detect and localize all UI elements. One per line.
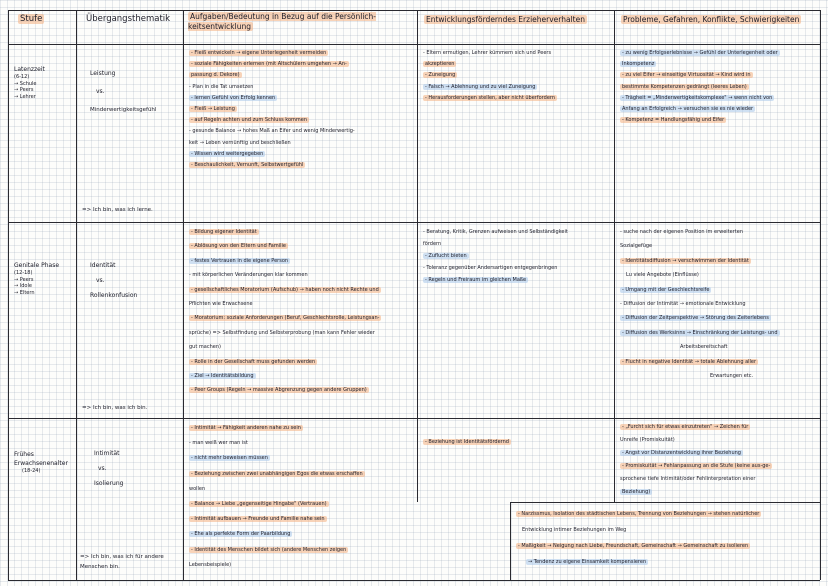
list-item: - Bildung eigener Identität [191,229,257,235]
row-2-rule [8,418,820,419]
list-item: - mit körperlichen Veränderungen klar kommen [189,272,308,279]
header-rule [8,44,820,45]
list-item: Lu viele Angebote (Einflüsse) [626,272,699,279]
list-item: - auf Regeln achten und zum Schluss kommen [191,117,308,124]
stage-age: (18-24) [22,468,41,474]
list-item: - Ehe als perfekte Form der Paarbildung [191,531,291,538]
merged-cell-rule [510,502,820,503]
list-item: - Moratorium: soziale Anforderungen (Beruf, Geschlechtsrolle, Leistungsan- [191,315,380,322]
list-item: bestimmte Kompetenzen gedrängt (leeres Leben) [622,83,747,90]
list-item: Anfang an Erfolgreich → versuchen sie es nie wieder [622,106,754,113]
row-3-probleme [620,421,772,499]
list-item: - suche nach der eigenen Position im erweiterten [620,229,743,235]
list-item: - gesunde Balance → hohes Maß an Eifer und wenig Minderwertig- [189,128,355,135]
list-item: - Beziehung zwischen zwei unabhängigen Egos die etwas erschaffen [191,470,363,477]
row-1-stage [14,66,45,100]
list-item: - man weiß wer man ist [189,440,248,447]
list-item: - gesellschaftliches Moratorium (Aufschub) → haben noch nicht Rechte und [191,286,379,293]
list-item: - Beschaulichkeit, Vernunft, Selbstwertgefühl [191,162,304,169]
row-3-theme-end: => Ich bin, was ich für andere Menschen bin. [80,554,164,570]
table-left-border [8,10,9,580]
list-item: - Peer Groups (Regeln → massive Abgrenzung gegen andere Gruppen) [191,387,367,394]
row-3-theme [94,450,123,488]
stage-name: Latenzzeit [14,66,45,73]
list-item: → Tendenz zu eigene Einsamkeit kompensieren [528,559,647,565]
stage-bullet: → Idole [14,283,32,289]
header-stufe: Stufe [20,14,43,24]
list-item: - Maßigkeit → Neigung nach Liebe, Freundschaft, Gemeinschaft → Gemeinschaft zu isolieren [518,543,749,549]
list-item: - Plan in die Tat umsetzen [189,83,254,90]
list-item: - Umgang mit der Geschlechtsreife [622,286,710,293]
list-item: - Toleranz gegenüber Andersartigen entgegenbringen [423,265,558,271]
row-2-theme-end: => Ich bin, was ich bin. [82,405,148,411]
row-2-entwicklung [423,226,568,286]
row-3-stage [14,450,74,475]
list-item: - soziale Fähigkeiten erlernen (mit Altschülern umgehen → An- [191,61,347,68]
list-item: - Wissen wird weitergegeben [191,150,264,157]
list-item: - zu viel Eifer → einseitige Virtuosität → Kind wird in [622,72,751,79]
list-item: - Fleiß entwickeln → eigene Unterlegenheit vermeiden [191,50,327,56]
list-item: Entwicklung intimer Beziehungen im Weg [522,527,627,533]
col-divider-3 [417,10,418,502]
row-1-theme-end: => Ich bin, was ich lerne. [82,207,153,213]
list-item: - lernen Gefühl von Erfolg kennen [191,94,276,101]
list-item: Inkompetenz [622,61,655,68]
list-item: - Eltern ermutigen, Lehrer kümmern sich und Peers [423,50,552,56]
list-item: - nicht mehr beweisen müssen [191,455,268,462]
list-item: - Diffusion der Intimität → emotionale Entwicklung [620,301,746,308]
list-item: Lebensbeispiele) [189,561,232,568]
list-item: - Fleiß → Leistung [191,106,235,113]
list-item: akzeptieren [425,61,455,68]
theme-vs: vs. [98,465,107,472]
header-entwicklung: Entwicklungsförderndes Erzieherverhalten [426,15,585,24]
list-item: - Rolle in der Gesellschaft muss gefunden werden [191,358,316,365]
row-1-rule [8,222,820,223]
list-item: - zu wenig Erfolgserlebnisse → Gefühl der Unterlegenheit oder [622,50,778,56]
theme-bottom: Isolierung [94,480,124,487]
list-item: - Narzissmus, Isolation des städtischen Lebens, Trennung von Beziehungen → stehen natürlicher [518,511,760,517]
row-3-entwicklung [423,437,511,448]
row-3-aufgaben [189,421,365,573]
stage-bullet: → Eltern [14,289,35,296]
stage-age: (6-12) [14,74,30,80]
table-top-rule [8,10,820,11]
list-item: Erwartungen etc. [710,373,754,380]
stage-bullet: → Peers [14,87,34,93]
list-item: - Ablösung von den Eltern und Familie [191,243,286,250]
list-item: Pflichten wie Erwachsene [189,301,253,308]
list-item: - Identität des Menschen bildet sich (andere Menschen zeigen [191,546,347,553]
list-item: - Diffusion des Werksinns → Einschränkung der Leistungs- und [622,329,778,336]
list-item: - Zuflucht bieten [425,253,467,259]
list-item: - Ziel → Identitätsbildung [191,373,254,380]
row-2-theme [90,262,137,300]
list-item: - Diffusion der Zeitperspektive → Störung des Zeiterlebens [622,315,769,322]
theme-vs: vs. [96,277,105,284]
col-divider-3-lower [510,502,511,580]
list-item: - Intimität → Fähigkeit anderen nahe zu sein [191,425,301,431]
list-item: Sozialgefüge [620,243,653,250]
list-item: - Regeln und Freiraum im gleichen Maße [425,277,527,283]
list-item: passung d. Dekore) [191,72,240,79]
list-item: - Identitätsdiffusion → verschwimmen der Identität [622,257,749,264]
row-2-probleme [620,225,780,383]
list-item: - Kompetenz = Handlungsfähig und Eifer [622,117,725,124]
list-item: - Balance → Liebe „gegenseitige Hingabe" (Vertrauen) [191,501,327,508]
row-1-entwicklung [423,48,557,104]
list-item: - Beratung, Kritik, Grenzen aufweisen und Selbständigkeit [423,229,568,235]
header-uebergang: Übergangsthematik [86,14,171,24]
list-item: gut machen) [189,344,221,351]
list-item: wollen [189,485,206,492]
list-item: Beziehung) [622,489,651,495]
stage-age: (12-18) [14,270,33,276]
list-item: - Falsch → Ablehnung und zu viel Zuneigung [425,83,536,90]
col-divider-1 [76,10,77,580]
list-item: sprüche) => Selbstfindung und Selbsterprobung (man kann Fehler wieder [189,329,375,336]
row-3-probleme-wide [516,506,761,570]
list-item: - Angst vor Distanzentwicklung ihrer Beziehung [622,450,741,456]
list-item: Arbeitsbereitschaft [680,344,728,351]
list-item: fördern [423,241,442,247]
list-item: - Flucht in negative Identität → totale Ablehnung aller [622,358,757,365]
list-item: - Herausforderungen stellen, aber nicht überfordern [425,94,556,101]
list-item: keit → Leben vernünftig und beschließen [189,139,291,146]
list-item: sprochene tiefe Intimität/oder Fehlinterpretation einer [620,476,756,482]
header-aufgaben: Aufgaben/Bedeutung in Bezug auf die Persönlich-keitsentwicklung [188,12,377,31]
col-divider-2 [183,10,184,580]
theme-top: Leistung [90,70,116,77]
row-1-theme [90,70,156,114]
row-2-stage [14,262,59,296]
stage-bullet: → Schule [14,80,37,87]
theme-bottom: Minderwertigkeitsgefühl [90,107,157,113]
list-item: - Trägheit = „Minderwertigkeitskomplexe" → wenn nicht von [622,94,773,101]
theme-vs: vs. [96,88,105,95]
theme-bottom: Rollenkonfusion [90,292,138,299]
table-right-border [820,10,821,580]
row-1-aufgaben [189,48,355,171]
list-item: - Zuneigung [425,72,456,79]
col-divider-4 [614,10,615,502]
list-item: - „Furcht sich für etwas einzutreten" → Zeichen für [622,424,749,430]
stage-bullet: → Lehrer [14,93,36,100]
header-probleme: Probleme, Gefahren, Konflikte, Schwierigkeiten [623,15,800,24]
list-item: Unreife (Promiskuität) [620,437,675,443]
row-2-aufgaben [189,225,381,398]
list-item: - Promiskuität → Fehlanpassung an die Stufe (keine aus-ge- [622,463,771,469]
theme-top: Intimität [94,450,120,457]
list-item: - festes Vertrauen in die eigene Person [191,257,289,264]
table-bottom-rule [8,580,820,581]
stage-name: Genitale Phase [14,262,60,269]
stage-name: Frühes Erwachsenenalter [14,451,68,467]
stage-bullet: → Peers [14,276,34,283]
row-1-probleme [620,48,780,126]
theme-top: Identität [90,262,116,269]
list-item: - Intimität aufbauen → Freunde und Familie nahe sein [191,516,325,523]
list-item: - Beziehung ist Identitätsfördernd [425,439,509,445]
